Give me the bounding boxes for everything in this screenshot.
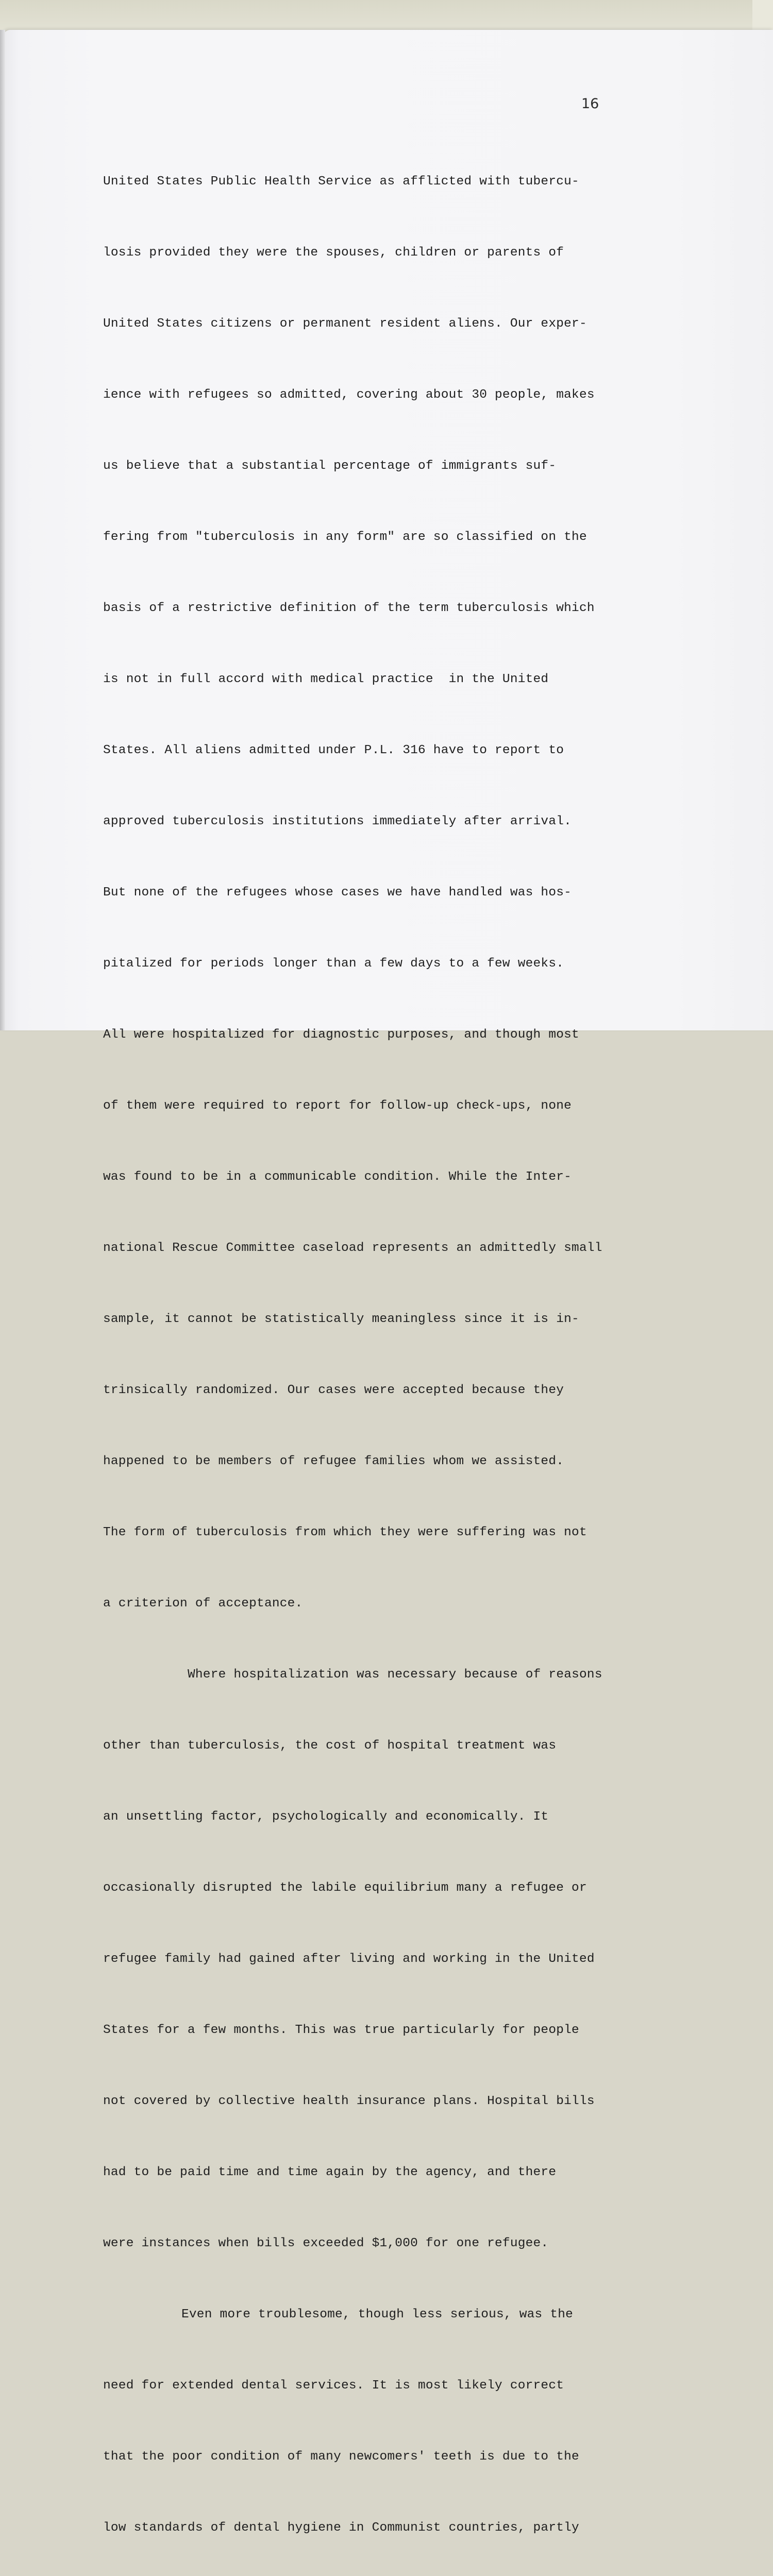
text-line: trinsically randomized. Our cases were accepted because they: [103, 1383, 564, 1397]
text-line: But none of the refugees whose cases we have handled was hos-: [103, 886, 572, 900]
text-line: sample, it cannot be statistically meaningless since it is in-: [103, 1312, 579, 1326]
text-line: All were hospitalized for diagnostic purposes, and though most: [103, 1028, 579, 1042]
text-line: is not in full accord with medical practice in the United: [103, 672, 549, 686]
text-line: ience with refugees so admitted, covering about 30 people, makes: [103, 388, 595, 402]
text-line: was found to be in a communicable condition. While the Inter-: [103, 1170, 572, 1184]
text-line: other than tuberculosis, the cost of hospital treatment was: [103, 1739, 557, 1753]
text-line: States. All aliens admitted under P.L. 316 have to report to: [103, 743, 564, 757]
text-line: low standards of dental hygiene in Communist countries, partly: [103, 2521, 579, 2535]
text-line: pitalized for periods longer than a few days to a few weeks.: [103, 957, 564, 971]
text-line: not covered by collective health insurance plans. Hospital bills: [103, 2094, 595, 2108]
text-line: were instances when bills exceeded $1,000 for one refugee.: [103, 2236, 549, 2250]
text-line: had to be paid time and time again by the agency, and there: [103, 2165, 557, 2179]
text-line: refugee family had gained after living and working in the United: [103, 1952, 595, 1966]
text-line: national Rescue Committee caseload represents an admittedly small: [103, 1241, 602, 1255]
page-number: 16: [581, 96, 599, 112]
text-line: United States citizens or permanent resident aliens. Our exper-: [103, 317, 587, 331]
paragraph-start-line: Even more troublesome, though less serious, was the: [181, 2308, 574, 2321]
text-line: need for extended dental services. It is most likely correct: [103, 2379, 564, 2393]
text-line: a criterion of acceptance.: [103, 1597, 303, 1611]
text-line: occasionally disrupted the labile equilibrium many a refugee or: [103, 1881, 587, 1895]
text-line: an unsettling factor, psychologically and economically. It: [103, 1810, 549, 1824]
text-line: approved tuberculosis institutions immediately after arrival.: [103, 815, 572, 828]
text-line: losis provided they were the spouses, children or parents of: [103, 246, 564, 260]
body-text: [103, 123, 649, 2576]
text-line: happened to be members of refugee families whom we assisted.: [103, 1454, 564, 1468]
text-line: United States Public Health Service as afflicted with tubercu-: [103, 175, 579, 189]
text-line: us believe that a substantial percentage of immigrants suf-: [103, 459, 557, 473]
text-line: States for a few months. This was true particularly for people: [103, 2023, 579, 2037]
text-line: of them were required to report for follow-up check-ups, none: [103, 1099, 572, 1113]
page-binding-edge: [0, 30, 5, 1030]
text-line: that the poor condition of many newcomers' teeth is due to the: [103, 2450, 579, 2464]
text-line: fering from "tuberculosis in any form" are so classified on the: [103, 530, 587, 544]
paragraph-start-line: Where hospitalization was necessary because of reasons: [188, 1668, 602, 1682]
text-line: basis of a restrictive definition of the term tuberculosis which: [103, 601, 595, 615]
text-line: The form of tuberculosis from which they were suffering was not: [103, 1526, 587, 1539]
